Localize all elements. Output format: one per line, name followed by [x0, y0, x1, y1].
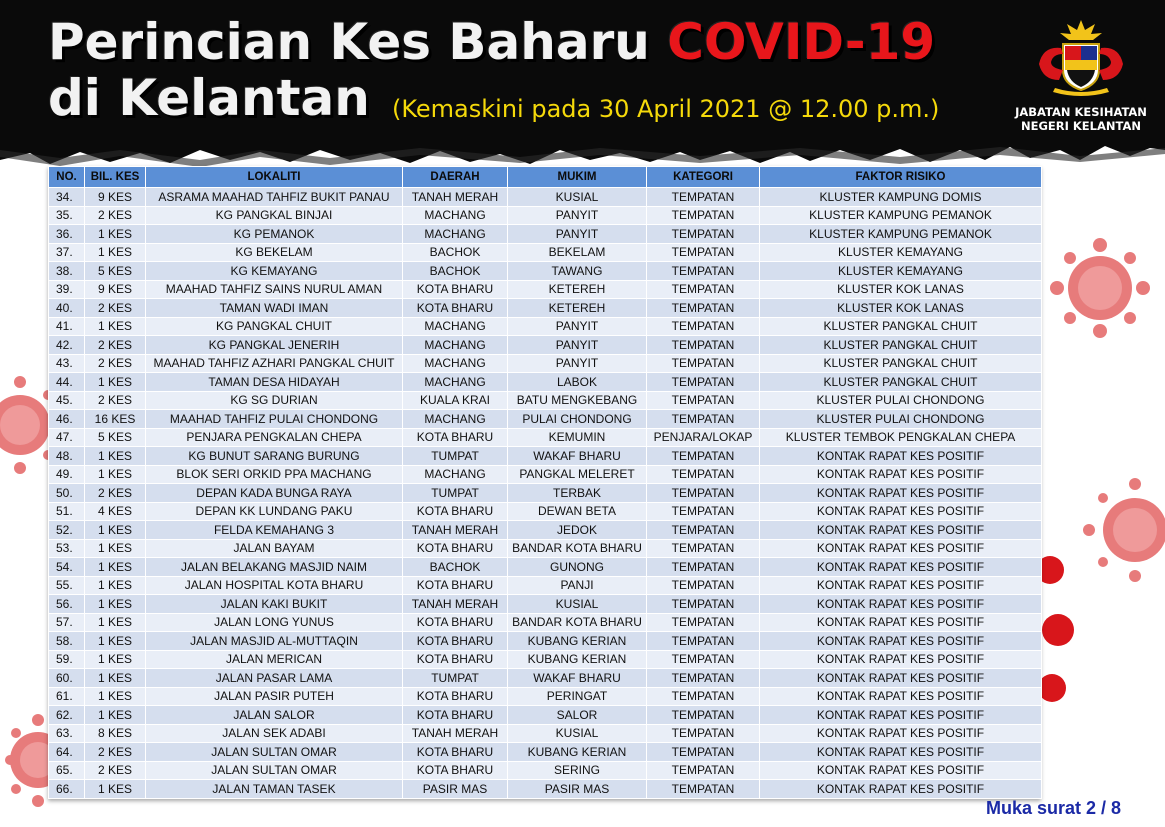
col-no-cell: 53.: [49, 539, 85, 558]
col-lokaliti-cell: JALAN SULTAN OMAR: [146, 743, 403, 762]
col-no-cell: 55.: [49, 576, 85, 595]
col-faktor-risiko-cell: KLUSTER PANGKAL CHUIT: [760, 336, 1042, 355]
table-row: [49, 484, 1042, 503]
col-daerah-cell: TUMPAT: [403, 669, 508, 688]
col-no-cell: 40.: [49, 299, 85, 318]
table-body: [49, 188, 1042, 799]
col-mukim-cell: PANYIT: [508, 225, 647, 244]
col-no-cell: 46.: [49, 410, 85, 429]
table-row: [49, 336, 1042, 355]
page-number: Muka surat 2 / 8: [986, 798, 1122, 818]
col-faktor-risiko-cell: KONTAK RAPAT KES POSITIF: [760, 706, 1042, 725]
col-daerah-cell: KOTA BHARU: [403, 632, 508, 651]
table-row: [49, 706, 1042, 725]
col-faktor-risiko-cell: KLUSTER PANGKAL CHUIT: [760, 354, 1042, 373]
col-lokaliti-cell: PENJARA PENGKALAN CHEPA: [146, 428, 403, 447]
col-faktor-risiko-cell: KLUSTER PULAI CHONDONG: [760, 410, 1042, 429]
col-kategori-cell: TEMPATAN: [647, 669, 760, 688]
col-kategori-cell: TEMPATAN: [647, 558, 760, 577]
col-faktor-risiko-cell: KONTAK RAPAT KES POSITIF: [760, 465, 1042, 484]
col-faktor-risiko-cell: KONTAK RAPAT KES POSITIF: [760, 558, 1042, 577]
table-row: [49, 373, 1042, 392]
col-faktor-risiko-cell: KONTAK RAPAT KES POSITIF: [760, 687, 1042, 706]
table-row: [49, 465, 1042, 484]
col-bil-kes-cell: 4 KES: [85, 502, 146, 521]
col-kategori-cell: PENJARA/LOKAP: [647, 428, 760, 447]
col-daerah-cell: TANAH MERAH: [403, 521, 508, 540]
col-faktor-risiko-cell: KLUSTER KOK LANAS: [760, 280, 1042, 299]
col-mukim-cell: JEDOK: [508, 521, 647, 540]
col-faktor-risiko-cell: KLUSTER KAMPUNG DOMIS: [760, 188, 1042, 207]
col-lokaliti-cell: KG BUNUT SARANG BURUNG: [146, 447, 403, 466]
coat-of-arms-logo: [1025, 18, 1137, 96]
col-lokaliti-cell: JALAN MASJID AL-MUTTAQIN: [146, 632, 403, 651]
col-faktor-risiko-cell: KLUSTER KOK LANAS: [760, 299, 1042, 318]
col-bil-kes-cell: 2 KES: [85, 336, 146, 355]
col-lokaliti-cell: TAMAN DESA HIDAYAH: [146, 373, 403, 392]
col-mukim-cell: WAKAF BHARU: [508, 447, 647, 466]
col-no-cell: 47.: [49, 428, 85, 447]
col-no-cell: 63.: [49, 724, 85, 743]
col-lokaliti-cell: KG PANGKAL BINJAI: [146, 206, 403, 225]
col-mukim-cell: TERBAK: [508, 484, 647, 503]
virus-icon: [1075, 470, 1165, 590]
col-lokaliti-cell: KG PANGKAL JENERIH: [146, 336, 403, 355]
col-mukim-cell: PASIR MAS: [508, 780, 647, 799]
col-bil-kes-cell: 1 KES: [85, 447, 146, 466]
col-daerah-cell: BACHOK: [403, 243, 508, 262]
col-bil-kes-cell: 9 KES: [85, 188, 146, 207]
col-faktor-risiko-cell: KONTAK RAPAT KES POSITIF: [760, 576, 1042, 595]
table-row: [49, 576, 1042, 595]
col-kategori-cell: TEMPATAN: [647, 299, 760, 318]
col-kategori-cell: TEMPATAN: [647, 188, 760, 207]
col-daerah-cell: KOTA BHARU: [403, 613, 508, 632]
col-no-cell: 61.: [49, 687, 85, 706]
table-row: [49, 780, 1042, 799]
table-row: [49, 410, 1042, 429]
col-bil-kes-cell: 1 KES: [85, 650, 146, 669]
col-no-cell: 57.: [49, 613, 85, 632]
col-no-cell: 35.: [49, 206, 85, 225]
title-covid: COVID-19: [667, 13, 936, 71]
col-no-cell: 45.: [49, 391, 85, 410]
col-kategori-cell: TEMPATAN: [647, 354, 760, 373]
col-bil-kes-cell: 8 KES: [85, 724, 146, 743]
col-bil-kes-cell: 1 KES: [85, 706, 146, 725]
col-lokaliti-cell: BLOK SERI ORKID PPA MACHANG: [146, 465, 403, 484]
col-kategori-cell: TEMPATAN: [647, 447, 760, 466]
col-faktor-risiko-cell: KLUSTER PULAI CHONDONG: [760, 391, 1042, 410]
col-kategori-cell: TEMPATAN: [647, 317, 760, 336]
col-mukim-cell: BATU MENGKEBANG: [508, 391, 647, 410]
col-faktor-risiko-cell: KONTAK RAPAT KES POSITIF: [760, 650, 1042, 669]
col-mukim-cell: BANDAR KOTA BHARU: [508, 539, 647, 558]
col-bil-kes-cell: 5 KES: [85, 428, 146, 447]
col-daerah-cell: BACHOK: [403, 558, 508, 577]
col-lokaliti-cell: MAAHAD TAHFIZ PULAI CHONDONG: [146, 410, 403, 429]
table-row: [49, 188, 1042, 207]
col-lokaliti-cell: KG KEMAYANG: [146, 262, 403, 281]
col-bil-kes-cell: 1 KES: [85, 373, 146, 392]
col-bil-kes-cell: 5 KES: [85, 262, 146, 281]
col-faktor-risiko-cell: KONTAK RAPAT KES POSITIF: [760, 669, 1042, 688]
col-daerah-cell: MACHANG: [403, 354, 508, 373]
col-faktor-risiko-cell: KONTAK RAPAT KES POSITIF: [760, 743, 1042, 762]
col-no-cell: 58.: [49, 632, 85, 651]
col-mukim-cell: KUSIAL: [508, 595, 647, 614]
col-lokaliti-cell: KG BEKELAM: [146, 243, 403, 262]
table-row: [49, 262, 1042, 281]
col-no-cell: 49.: [49, 465, 85, 484]
col-faktor-risiko-cell: KONTAK RAPAT KES POSITIF: [760, 724, 1042, 743]
col-lokaliti-cell: JALAN SALOR: [146, 706, 403, 725]
col-no-header: NO.: [49, 167, 85, 188]
col-lokaliti-cell: JALAN BELAKANG MASJID NAIM: [146, 558, 403, 577]
col-daerah-cell: TANAH MERAH: [403, 595, 508, 614]
col-mukim-cell: DEWAN BETA: [508, 502, 647, 521]
col-bil-kes-cell: 1 KES: [85, 632, 146, 651]
col-bil-kes-cell: 1 KES: [85, 539, 146, 558]
table-row: [49, 243, 1042, 262]
col-faktor-risiko-cell: KONTAK RAPAT KES POSITIF: [760, 484, 1042, 503]
table-row: [49, 206, 1042, 225]
col-bil-kes-cell: 1 KES: [85, 465, 146, 484]
col-bil-kes-cell: 16 KES: [85, 410, 146, 429]
col-bil-kes-cell: 1 KES: [85, 687, 146, 706]
col-daerah-cell: KOTA BHARU: [403, 502, 508, 521]
virus-icon: [1045, 233, 1155, 343]
col-mukim-cell: WAKAF BHARU: [508, 669, 647, 688]
col-lokaliti-cell: KG SG DURIAN: [146, 391, 403, 410]
col-kategori-cell: TEMPATAN: [647, 613, 760, 632]
col-mukim-cell: PERINGAT: [508, 687, 647, 706]
col-kategori-header: KATEGORI: [647, 167, 760, 188]
title-part1: Perincian Kes Baharu: [48, 13, 650, 71]
col-mukim-cell: PANGKAL MELERET: [508, 465, 647, 484]
col-bil-kes-cell: 1 KES: [85, 243, 146, 262]
col-daerah-cell: TANAH MERAH: [403, 188, 508, 207]
col-bil-kes-cell: 1 KES: [85, 613, 146, 632]
table-row: [49, 613, 1042, 632]
department-line2: NEGERI KELANTAN: [1020, 119, 1141, 133]
col-bil-kes-cell: 2 KES: [85, 484, 146, 503]
col-daerah-cell: TUMPAT: [403, 447, 508, 466]
col-lokaliti-cell: JALAN LONG YUNUS: [146, 613, 403, 632]
col-daerah-cell: KOTA BHARU: [403, 576, 508, 595]
table-row: [49, 317, 1042, 336]
col-daerah-cell: KOTA BHARU: [403, 761, 508, 780]
col-faktor-risiko-header: FAKTOR RISIKO: [760, 167, 1042, 188]
col-daerah-cell: PASIR MAS: [403, 780, 508, 799]
col-kategori-cell: TEMPATAN: [647, 780, 760, 799]
table-row: [49, 521, 1042, 540]
col-kategori-cell: TEMPATAN: [647, 391, 760, 410]
col-daerah-cell: MACHANG: [403, 206, 508, 225]
col-kategori-cell: TEMPATAN: [647, 262, 760, 281]
col-bil-kes-cell: 1 KES: [85, 317, 146, 336]
col-daerah-cell: KOTA BHARU: [403, 743, 508, 762]
col-no-cell: 39.: [49, 280, 85, 299]
col-kategori-cell: TEMPATAN: [647, 761, 760, 780]
col-lokaliti-cell: JALAN BAYAM: [146, 539, 403, 558]
col-daerah-cell: TANAH MERAH: [403, 724, 508, 743]
col-bil-kes-cell: 1 KES: [85, 521, 146, 540]
col-no-cell: 36.: [49, 225, 85, 244]
col-kategori-cell: TEMPATAN: [647, 539, 760, 558]
col-mukim-cell: PANYIT: [508, 336, 647, 355]
col-daerah-cell: MACHANG: [403, 336, 508, 355]
col-lokaliti-cell: JALAN PASAR LAMA: [146, 669, 403, 688]
col-kategori-cell: TEMPATAN: [647, 743, 760, 762]
col-no-cell: 50.: [49, 484, 85, 503]
table-row: [49, 447, 1042, 466]
col-no-cell: 41.: [49, 317, 85, 336]
col-bil-kes-cell: 1 KES: [85, 780, 146, 799]
col-faktor-risiko-cell: KONTAK RAPAT KES POSITIF: [760, 761, 1042, 780]
col-mukim-cell: KUBANG KERIAN: [508, 632, 647, 651]
col-kategori-cell: TEMPATAN: [647, 521, 760, 540]
col-lokaliti-cell: KG PEMANOK: [146, 225, 403, 244]
col-bil-kes-cell: 2 KES: [85, 391, 146, 410]
col-mukim-cell: KETEREH: [508, 280, 647, 299]
col-kategori-cell: TEMPATAN: [647, 632, 760, 651]
col-faktor-risiko-cell: KONTAK RAPAT KES POSITIF: [760, 780, 1042, 799]
col-no-cell: 62.: [49, 706, 85, 725]
col-faktor-risiko-cell: KLUSTER KAMPUNG PEMANOK: [760, 225, 1042, 244]
col-daerah-cell: KOTA BHARU: [403, 428, 508, 447]
table-row: [49, 724, 1042, 743]
col-kategori-cell: TEMPATAN: [647, 576, 760, 595]
table-row: [49, 428, 1042, 447]
col-faktor-risiko-cell: KONTAK RAPAT KES POSITIF: [760, 613, 1042, 632]
col-mukim-cell: PANYIT: [508, 354, 647, 373]
col-daerah-cell: KOTA BHARU: [403, 539, 508, 558]
col-no-cell: 65.: [49, 761, 85, 780]
update-subtitle: (Kemaskini pada 30 April 2021 @ 12.00 p.m.): [392, 95, 940, 123]
col-mukim-cell: PANYIT: [508, 206, 647, 225]
col-no-cell: 59.: [49, 650, 85, 669]
col-bil-kes-cell: 1 KES: [85, 225, 146, 244]
table-row: [49, 632, 1042, 651]
col-bil-kes-cell: 2 KES: [85, 761, 146, 780]
col-faktor-risiko-cell: KLUSTER KAMPUNG PEMANOK: [760, 206, 1042, 225]
virus-icon: [1038, 548, 1078, 708]
col-mukim-cell: TAWANG: [508, 262, 647, 281]
table-row: [49, 539, 1042, 558]
col-mukim-cell: GUNONG: [508, 558, 647, 577]
col-daerah-cell: KUALA KRAI: [403, 391, 508, 410]
col-mukim-cell: SALOR: [508, 706, 647, 725]
col-kategori-cell: TEMPATAN: [647, 724, 760, 743]
col-faktor-risiko-cell: KLUSTER KEMAYANG: [760, 262, 1042, 281]
col-no-cell: 38.: [49, 262, 85, 281]
table-row: [49, 391, 1042, 410]
col-no-cell: 56.: [49, 595, 85, 614]
table-row: [49, 595, 1042, 614]
col-lokaliti-cell: DEPAN KADA BUNGA RAYA: [146, 484, 403, 503]
col-mukim-cell: KUSIAL: [508, 724, 647, 743]
col-lokaliti-cell: KG PANGKAL CHUIT: [146, 317, 403, 336]
col-daerah-cell: KOTA BHARU: [403, 650, 508, 669]
col-daerah-cell: TUMPAT: [403, 484, 508, 503]
col-mukim-cell: PULAI CHONDONG: [508, 410, 647, 429]
col-bil-kes-cell: 2 KES: [85, 299, 146, 318]
table-row: [49, 743, 1042, 762]
col-no-cell: 64.: [49, 743, 85, 762]
col-mukim-cell: KUSIAL: [508, 188, 647, 207]
col-mukim-cell: PANYIT: [508, 317, 647, 336]
col-bil-kes-cell: 9 KES: [85, 280, 146, 299]
table-row: [49, 299, 1042, 318]
col-lokaliti-cell: JALAN SEK ADABI: [146, 724, 403, 743]
table-row: [49, 669, 1042, 688]
col-bil-kes-cell: 2 KES: [85, 354, 146, 373]
col-lokaliti-cell: JALAN PASIR PUTEH: [146, 687, 403, 706]
col-mukim-cell: KUBANG KERIAN: [508, 650, 647, 669]
col-lokaliti-cell: FELDA KEMAHANG 3: [146, 521, 403, 540]
col-lokaliti-cell: MAAHAD TAHFIZ SAINS NURUL AMAN: [146, 280, 403, 299]
col-lokaliti-header: LOKALITI: [146, 167, 403, 188]
col-daerah-cell: BACHOK: [403, 262, 508, 281]
col-bil-kes-cell: 1 KES: [85, 576, 146, 595]
col-faktor-risiko-cell: KONTAK RAPAT KES POSITIF: [760, 539, 1042, 558]
col-mukim-cell: SERING: [508, 761, 647, 780]
table-row: [49, 225, 1042, 244]
table-row: [49, 558, 1042, 577]
col-kategori-cell: TEMPATAN: [647, 243, 760, 262]
col-no-cell: 54.: [49, 558, 85, 577]
col-faktor-risiko-cell: KLUSTER TEMBOK PENGKALAN CHEPA: [760, 428, 1042, 447]
col-bil-kes-cell: 1 KES: [85, 595, 146, 614]
col-no-cell: 48.: [49, 447, 85, 466]
col-kategori-cell: TEMPATAN: [647, 502, 760, 521]
col-daerah-cell: KOTA BHARU: [403, 280, 508, 299]
col-daerah-cell: KOTA BHARU: [403, 299, 508, 318]
col-no-cell: 60.: [49, 669, 85, 688]
col-faktor-risiko-cell: KLUSTER KEMAYANG: [760, 243, 1042, 262]
department-line1: JABATAN KESIHATAN: [1015, 105, 1147, 119]
col-lokaliti-cell: JALAN TAMAN TASEK: [146, 780, 403, 799]
col-daerah-cell: MACHANG: [403, 465, 508, 484]
case-table: [48, 166, 1041, 799]
col-kategori-cell: TEMPATAN: [647, 650, 760, 669]
col-bil-kes-cell: 2 KES: [85, 743, 146, 762]
col-mukim-cell: BANDAR KOTA BHARU: [508, 613, 647, 632]
table-row: [49, 280, 1042, 299]
col-kategori-cell: TEMPATAN: [647, 465, 760, 484]
col-bil-kes-cell: 1 KES: [85, 558, 146, 577]
col-lokaliti-cell: TAMAN WADI IMAN: [146, 299, 403, 318]
col-bil-kes-cell: 1 KES: [85, 669, 146, 688]
col-lokaliti-cell: ASRAMA MAAHAD TAHFIZ BUKIT PANAU: [146, 188, 403, 207]
col-mukim-cell: PANJI: [508, 576, 647, 595]
col-mukim-cell: KETEREH: [508, 299, 647, 318]
col-faktor-risiko-cell: KONTAK RAPAT KES POSITIF: [760, 521, 1042, 540]
col-kategori-cell: TEMPATAN: [647, 373, 760, 392]
table-row: [49, 502, 1042, 521]
col-kategori-cell: TEMPATAN: [647, 336, 760, 355]
col-faktor-risiko-cell: KONTAK RAPAT KES POSITIF: [760, 447, 1042, 466]
col-no-cell: 37.: [49, 243, 85, 262]
col-no-cell: 34.: [49, 188, 85, 207]
col-daerah-cell: MACHANG: [403, 317, 508, 336]
col-mukim-cell: KUBANG KERIAN: [508, 743, 647, 762]
col-daerah-cell: KOTA BHARU: [403, 687, 508, 706]
col-kategori-cell: TEMPATAN: [647, 484, 760, 503]
col-lokaliti-cell: JALAN SULTAN OMAR: [146, 761, 403, 780]
col-no-cell: 43.: [49, 354, 85, 373]
col-faktor-risiko-cell: KONTAK RAPAT KES POSITIF: [760, 595, 1042, 614]
col-lokaliti-cell: JALAN HOSPITAL KOTA BHARU: [146, 576, 403, 595]
col-lokaliti-cell: JALAN KAKI BUKIT: [146, 595, 403, 614]
col-daerah-cell: MACHANG: [403, 410, 508, 429]
col-kategori-cell: TEMPATAN: [647, 595, 760, 614]
department-name: [1006, 105, 1156, 133]
col-no-cell: 52.: [49, 521, 85, 540]
col-kategori-cell: TEMPATAN: [647, 706, 760, 725]
col-faktor-risiko-cell: KONTAK RAPAT KES POSITIF: [760, 502, 1042, 521]
col-kategori-cell: TEMPATAN: [647, 206, 760, 225]
col-daerah-cell: MACHANG: [403, 225, 508, 244]
col-kategori-cell: TEMPATAN: [647, 410, 760, 429]
col-faktor-risiko-cell: KLUSTER PANGKAL CHUIT: [760, 317, 1042, 336]
table-header-row: [49, 167, 1042, 188]
col-bil-kes-header: BIL. KES: [85, 167, 146, 188]
col-mukim-cell: KEMUMIN: [508, 428, 647, 447]
col-lokaliti-cell: MAAHAD TAHFIZ AZHARI PANGKAL CHUIT: [146, 354, 403, 373]
table-row: [49, 687, 1042, 706]
col-mukim-header: MUKIM: [508, 167, 647, 188]
col-bil-kes-cell: 2 KES: [85, 206, 146, 225]
col-lokaliti-cell: JALAN MERICAN: [146, 650, 403, 669]
col-mukim-cell: LABOK: [508, 373, 647, 392]
col-no-cell: 51.: [49, 502, 85, 521]
table-row: [49, 354, 1042, 373]
col-faktor-risiko-cell: KLUSTER PANGKAL CHUIT: [760, 373, 1042, 392]
table-row: [49, 761, 1042, 780]
col-no-cell: 44.: [49, 373, 85, 392]
col-no-cell: 42.: [49, 336, 85, 355]
col-daerah-cell: MACHANG: [403, 373, 508, 392]
col-daerah-header: DAERAH: [403, 167, 508, 188]
col-faktor-risiko-cell: KONTAK RAPAT KES POSITIF: [760, 632, 1042, 651]
col-kategori-cell: TEMPATAN: [647, 225, 760, 244]
col-lokaliti-cell: DEPAN KK LUNDANG PAKU: [146, 502, 403, 521]
table-row: [49, 650, 1042, 669]
col-mukim-cell: BEKELAM: [508, 243, 647, 262]
col-no-cell: 66.: [49, 780, 85, 799]
title-line2: di Kelantan: [48, 69, 370, 127]
col-kategori-cell: TEMPATAN: [647, 687, 760, 706]
col-daerah-cell: KOTA BHARU: [403, 706, 508, 725]
col-kategori-cell: TEMPATAN: [647, 280, 760, 299]
